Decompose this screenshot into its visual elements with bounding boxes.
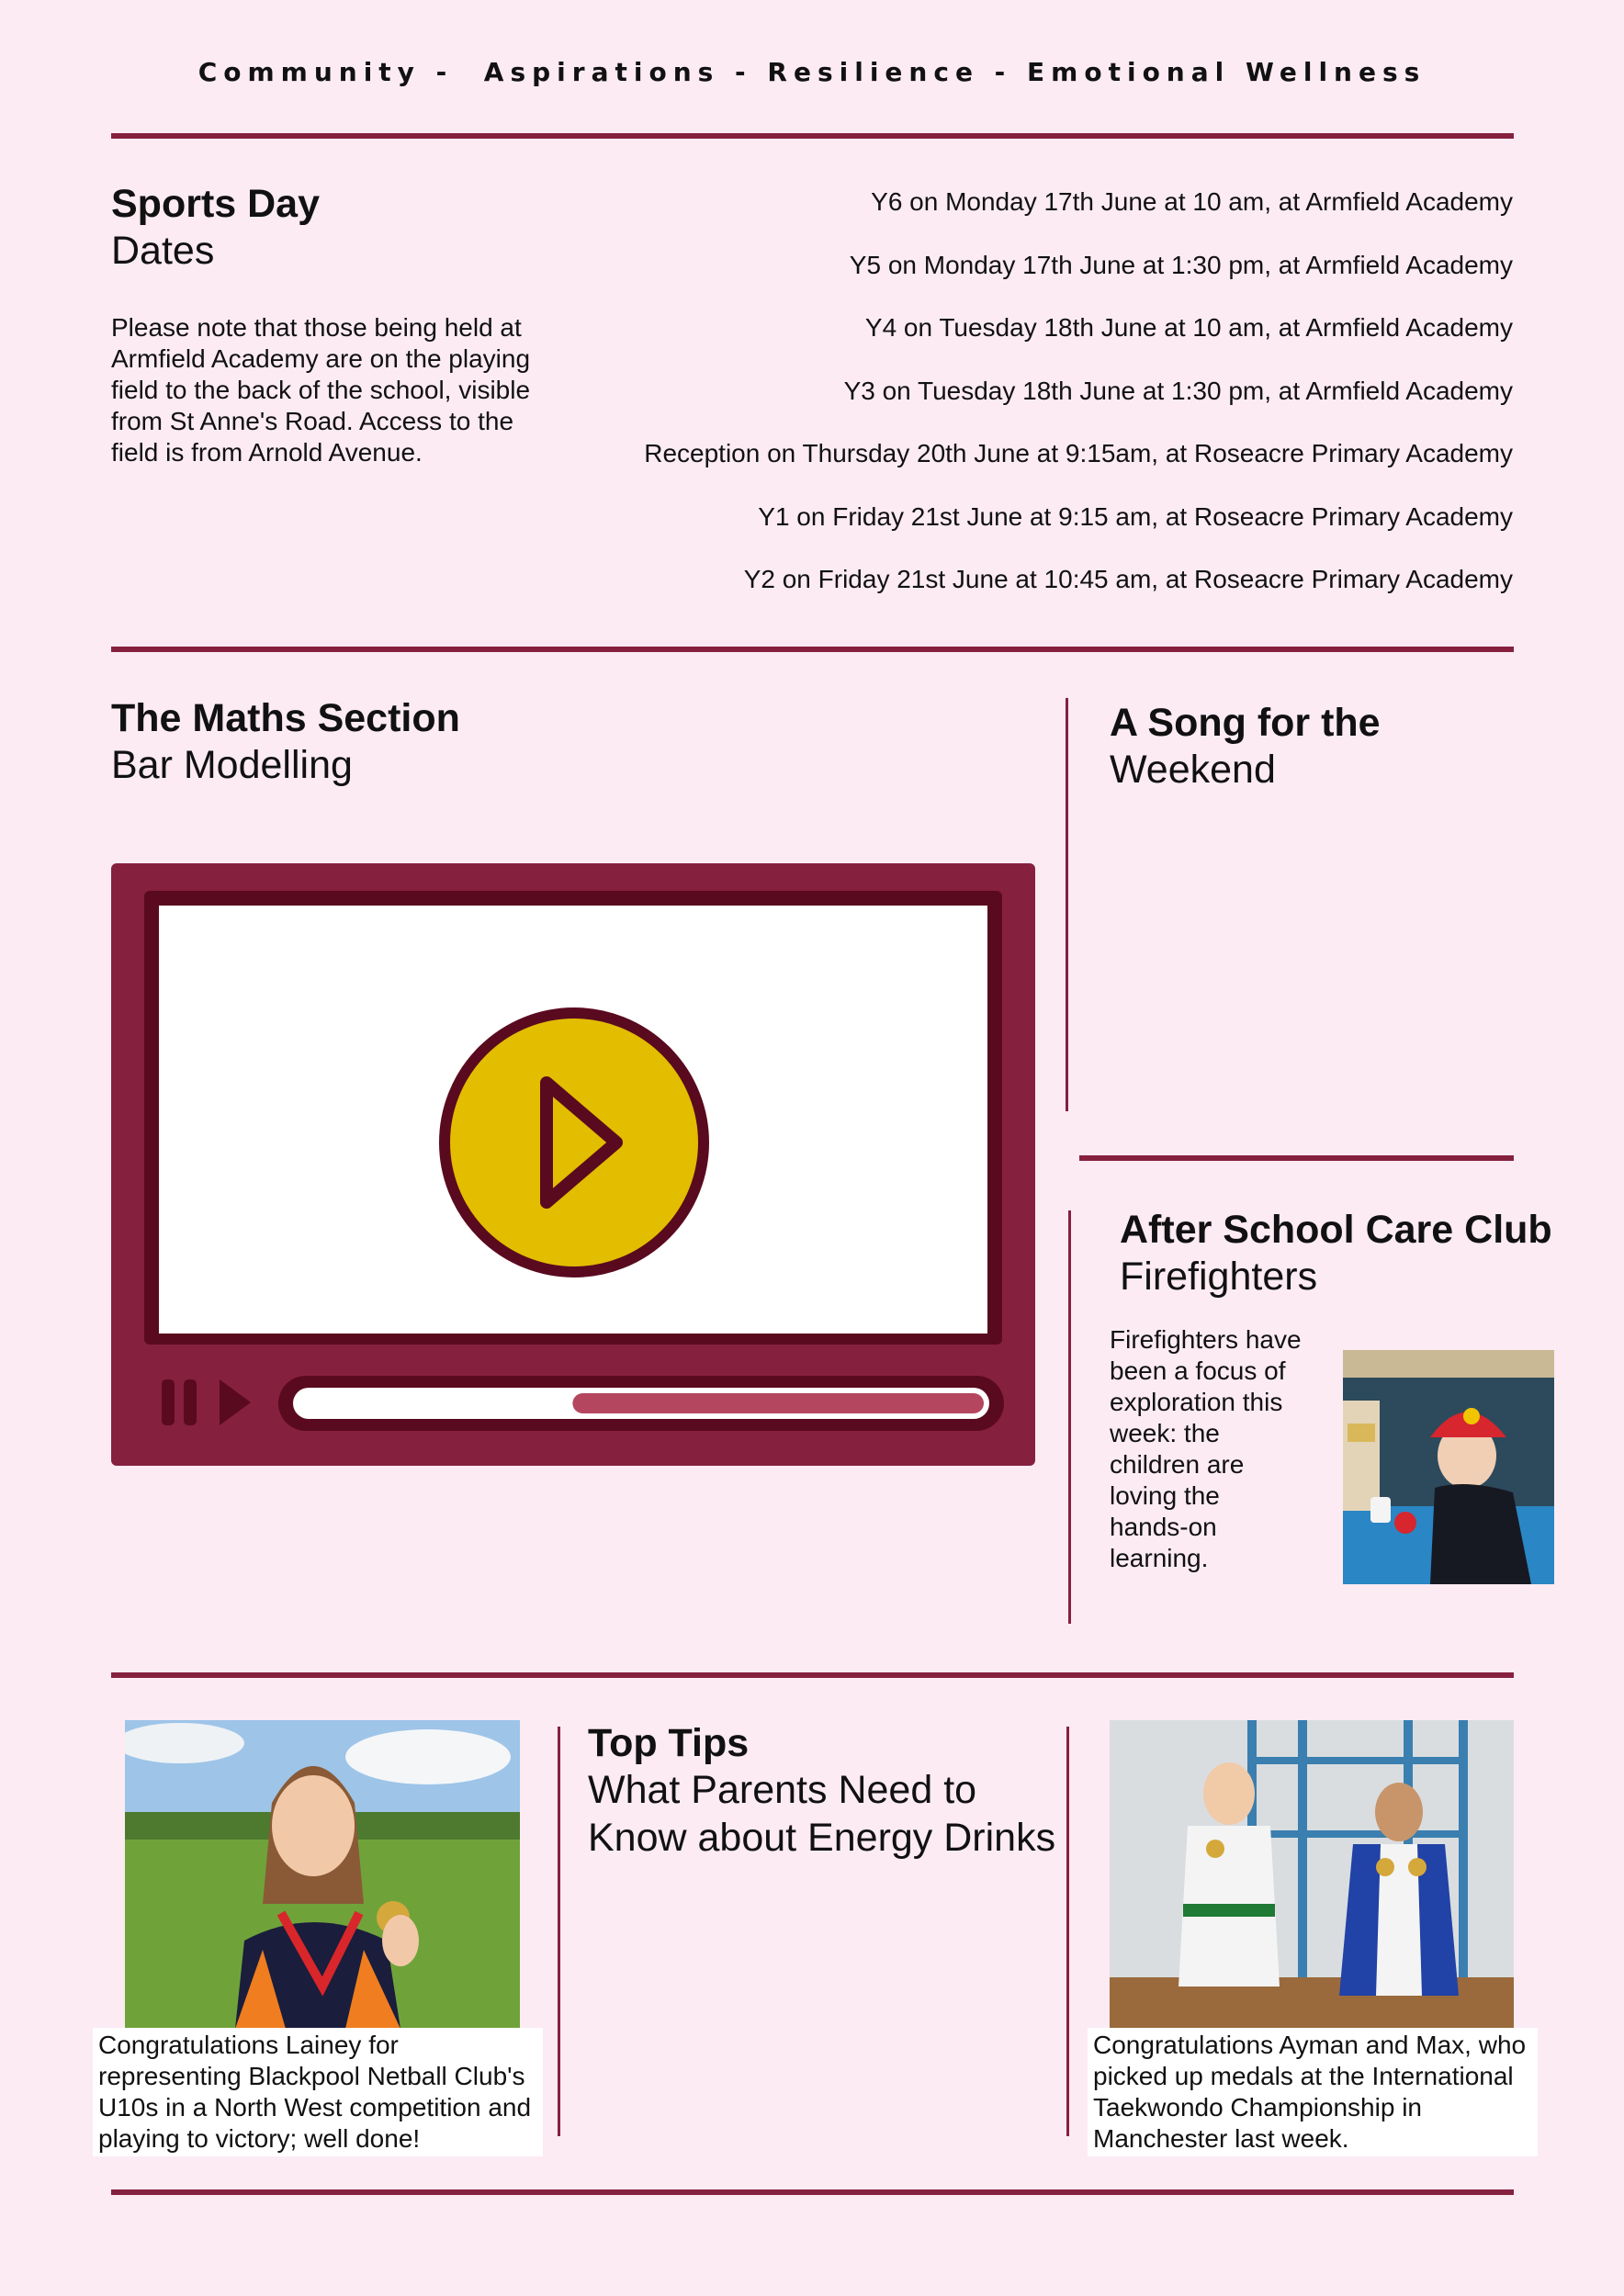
sports-day-title: Sports Day [111,182,321,226]
divider [111,2189,1514,2195]
column-divider [558,1727,560,2136]
sports-day-subtitle: Dates [111,229,215,273]
divider [1079,1155,1514,1161]
maths-title: The Maths Section [111,696,460,740]
taekwondo-photo [1110,1720,1514,2029]
video-progress-bar[interactable] [572,1393,984,1413]
ayman-max-caption: Congratulations Ayman and Max, who picked up medals at the International Taekwondo Championship in Manchester last week. [1088,2028,1538,2156]
date-line: Y6 on Monday 17th June at 10 am, at Armfield Academy [871,187,1513,216]
song-subtitle: Weekend [1110,748,1276,792]
date-line: Y4 on Tuesday 18th June at 10 am, at Armfield Academy [864,313,1513,342]
play-icon [437,1006,711,1279]
play-button[interactable] [437,1006,711,1279]
video-player[interactable] [111,863,1035,1466]
after-school-text: Firefighters have been a focus of exploration this week: the children are loving the hands-on learning. [1110,1325,1302,1572]
column-divider [1066,698,1068,1111]
top-tips-title: Top Tips [588,1721,750,1765]
song-title: A Song for the [1110,701,1381,745]
date-line: Reception on Thursday 20th June at 9:15am, at Roseacre Primary Academy [644,439,1513,467]
lainey-caption: Congratulations Lainey for representing Blackpool Netball Club's U10s in a North West competition and playing to victory; well done! [93,2028,543,2156]
values-banner: Community - Aspirations - Resilience - Emotional Wellness [197,57,1427,87]
after-school-title: After School Care Club [1120,1208,1552,1252]
date-line: Y3 on Tuesday 18th June at 1:30 pm, at Armfield Academy [843,377,1513,405]
column-divider [1068,1210,1071,1624]
date-line: Y2 on Friday 21st June at 10:45 am, at Roseacre Primary Academy [743,565,1513,593]
date-line: Y1 on Friday 21st June at 9:15 am, at Roseacre Primary Academy [758,502,1513,531]
divider [111,1672,1514,1678]
maths-subtitle: Bar Modelling [111,743,353,787]
divider [111,647,1514,652]
column-divider [1066,1727,1069,2136]
divider [111,133,1514,139]
lainey-photo [125,1720,520,2029]
top-tips-subtitle: What Parents Need to Know about Energy Drinks [588,1768,1056,1860]
firefighter-photo [1343,1350,1554,1584]
date-line: Y5 on Monday 17th June at 1:30 pm, at Armfield Academy [849,251,1513,279]
after-school-subtitle: Firefighters [1120,1255,1318,1299]
sports-day-note: Please note that those being held at Armfield Academy are on the playing field to the back of the school, visible from St Anne's Road. Access to the field is from Arnold Avenue. [111,313,531,467]
